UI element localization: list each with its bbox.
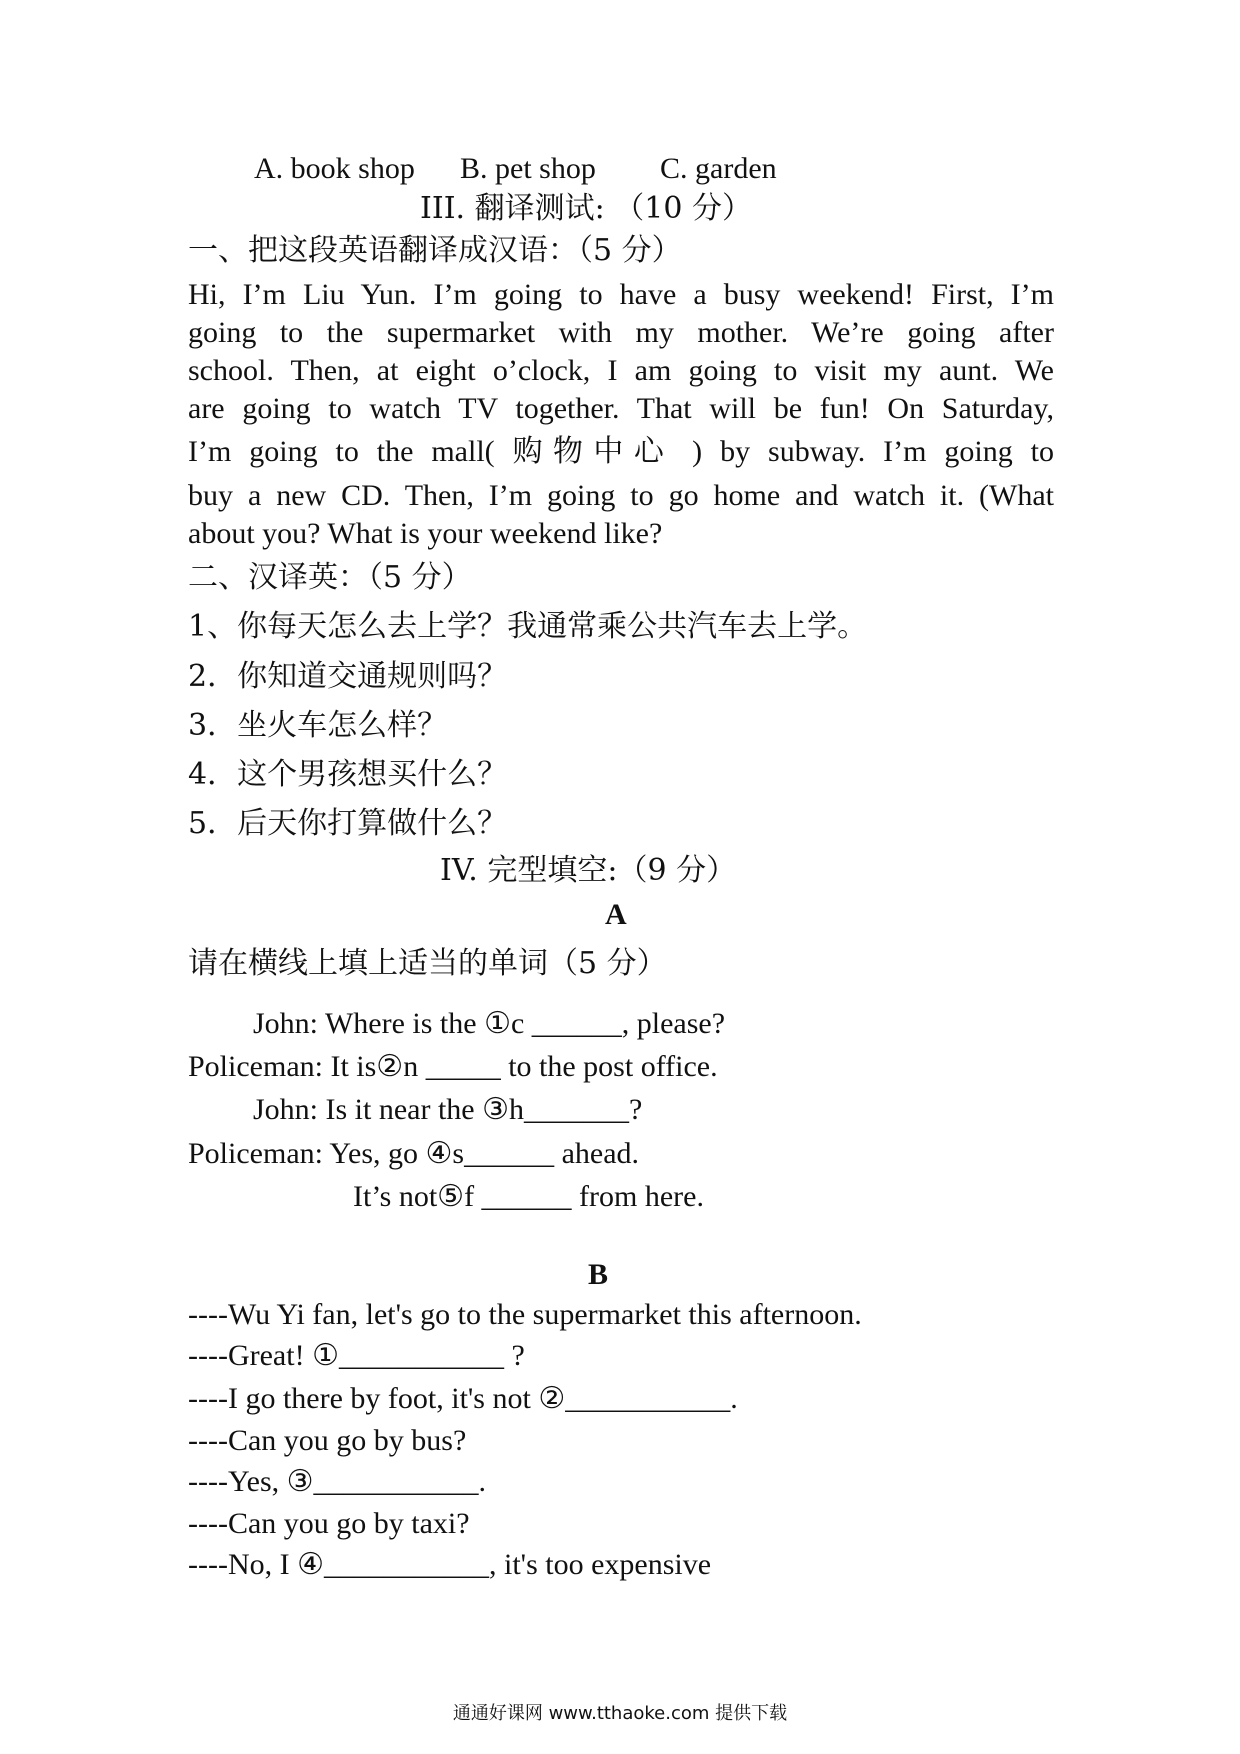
footer-credit: 通通好课网 www.tthaoke.com 提供下载 (452, 1703, 788, 1724)
option-b: B. pet shop (460, 152, 596, 185)
passage-line-2: going to the supermarket with my mother. We’re going after (188, 316, 1054, 349)
translate-item-2: 2．你知道交通规则吗？ (188, 659, 508, 694)
translate-item-5: 5．后天你打算做什么？ (188, 806, 508, 841)
passage-line-5: I’m going to the mall( 购物中心 ) by subway. I’m going to (188, 435, 1054, 468)
dialogue-b-line-4: ----Can you go by bus? (188, 1424, 467, 1457)
dialogue-b-line-6: ----Can you go by taxi? (188, 1507, 470, 1540)
section-3-part-1-heading: 一、把这段英语翻译成汉语：（5 分） (188, 233, 682, 268)
answer-options (254, 151, 777, 187)
passage-line-6: buy a new CD. Then, I’m going to go home and watch it. (What (188, 479, 1054, 512)
option-c: C. garden (660, 152, 777, 185)
dialogue-b-line-3: ----I go there by foot, it's not ②___________. (188, 1382, 738, 1415)
dialogue-b-line-7: ----No, I ④___________, it's too expensive (188, 1548, 712, 1581)
passage-line-1: Hi, I’m Liu Yun. I’m going to have a busy weekend! First, I’m (188, 278, 1054, 311)
translate-item-4: 4．这个男孩想买什么？ (188, 757, 508, 792)
passage-line-4: are going to watch TV together. That will be fun! On Saturday, (188, 392, 1054, 425)
part-a-label: A (605, 898, 627, 931)
passage-line-7: about you? What is your weekend like? (188, 517, 663, 550)
dialogue-b-line-1: ----Wu Yi fan, let's go to the supermarket this afternoon. (188, 1298, 862, 1331)
part-b-label: B (588, 1258, 609, 1291)
dialogue-a-line-3: John: Is it near the ③h_______? (253, 1093, 643, 1126)
section-3-heading: III. 翻译测试: （10 分） (420, 191, 752, 226)
dialogue-b-line-2: ----Great! ①___________ ? (188, 1339, 525, 1372)
dialogue-a-line-4: Policeman: Yes, go ④s______ ahead. (188, 1137, 640, 1170)
dialogue-b-line-5: ----Yes, ③___________. (188, 1465, 487, 1498)
translate-item-1: 1、你每天怎么去上学？我通常乘公共汽车去上学。 (188, 609, 868, 644)
option-a: A. book shop (254, 152, 415, 185)
section-3-part-2-heading: 二、汉译英：（5 分） (188, 560, 472, 595)
dialogue-a-line-5: It’s not⑤f ______ from here. (353, 1180, 704, 1213)
translate-item-3: 3．坐火车怎么样？ (188, 708, 448, 743)
section-4-heading: IV. 完型填空:（9 分） (440, 853, 737, 888)
dialogue-a-line-2: Policeman: It is②n _____ to the post office. (188, 1050, 718, 1083)
passage-line-3: school. Then, at eight o’clock, I am going to visit my aunt. We (188, 354, 1054, 387)
part-a-instruction: 请在横线上填上适当的单词（5 分） (188, 946, 667, 981)
dialogue-a-line-1: John: Where is the ①c ______, please? (253, 1007, 726, 1040)
